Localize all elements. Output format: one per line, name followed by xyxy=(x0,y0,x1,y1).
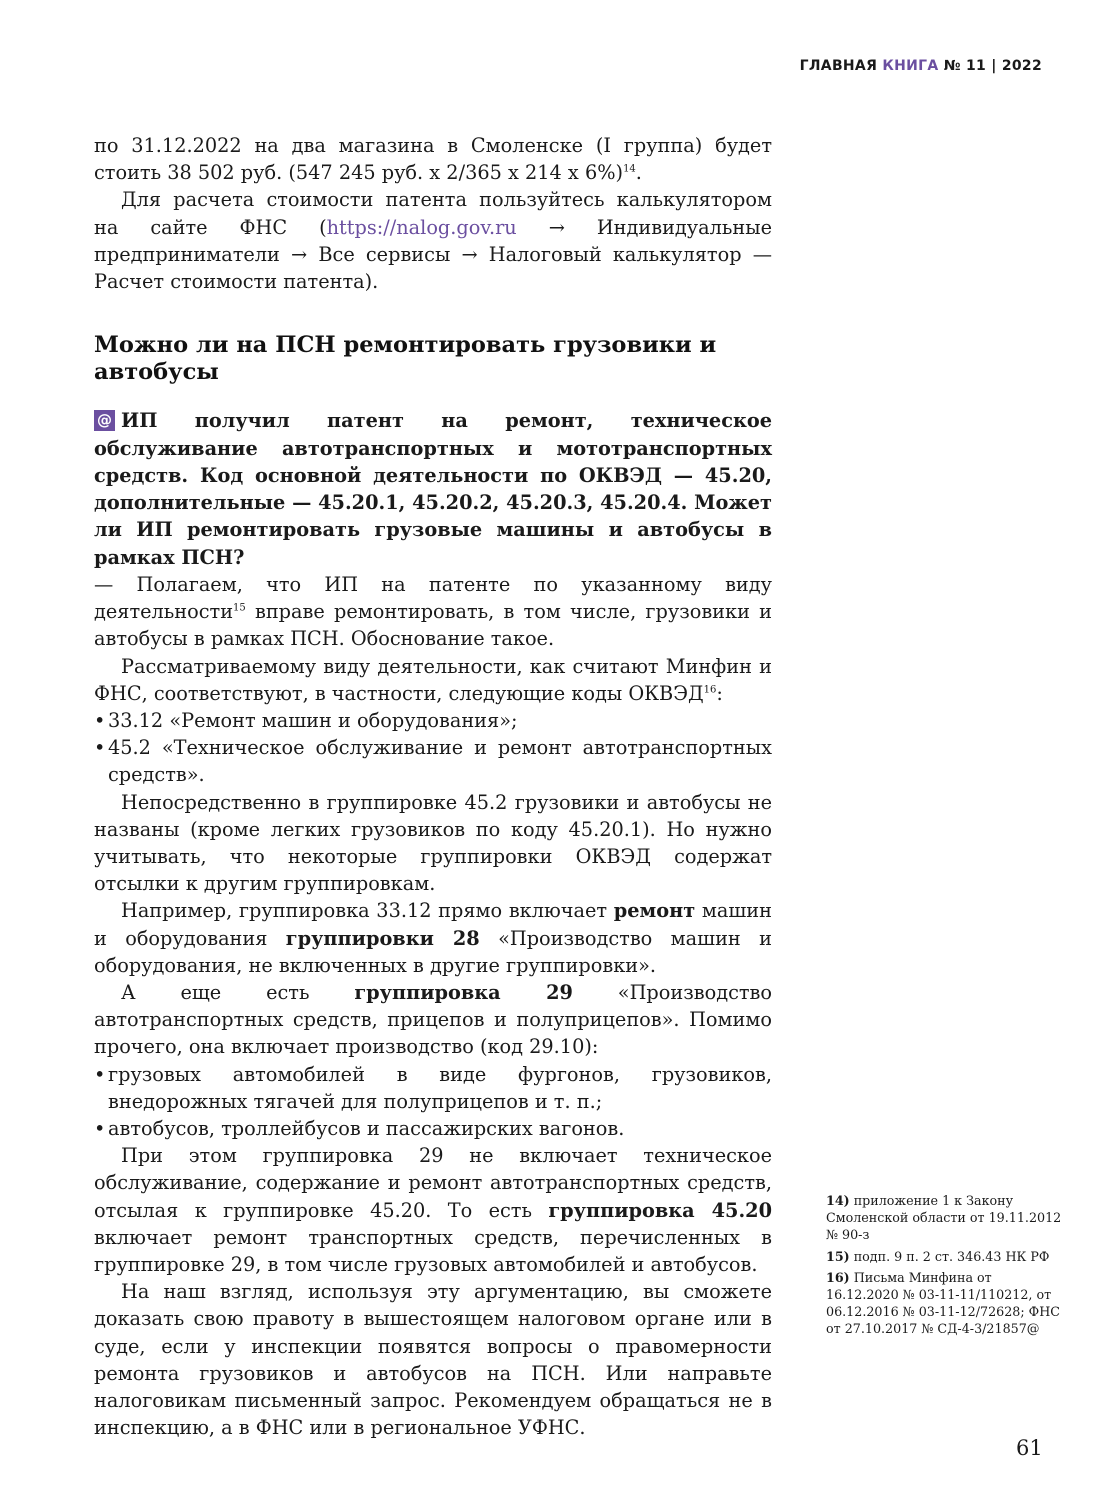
paragraph-grouping-45-2: Непосредственно в группировке 45.2 грузовики и автобусы не названы (кроме легких грузовиков по коду 45.20.1). Но нужно учитывать, что некоторые группировки ОКВЭД содержат отсылки к другим группировкам. xyxy=(94,790,772,896)
question-block xyxy=(94,407,772,571)
bullet-icon: • xyxy=(94,1062,106,1086)
footnote-ref-14[interactable]: 14 xyxy=(623,163,636,175)
list-item: • 45.2 «Техническое обслуживание и ремонт автотранспортных средств». xyxy=(94,736,772,787)
list-item: • грузовых автомобилей в виде фургонов, грузовиков, внедорожных тягачей для полуприцепов и т. п.; xyxy=(94,1062,772,1113)
list-item: • автобусов, троллейбусов и пассажирских вагонов. xyxy=(94,1115,772,1142)
answer-paragraph: — Полагаем, что ИП на патенте по указанному виду деятельности$^{15}$ вправе ремонтировать, в том числе, грузовики и автобусы в рамках ПСН. Обоснование такое. xyxy=(94,573,772,651)
okved-codes-list xyxy=(94,707,772,789)
list-item: • 33.12 «Ремонт машин и оборудования»; xyxy=(94,707,772,734)
codes-paragraph: Рассматриваемому виду деятельности, как считают Минфин и ФНС, соответствуют, в частности, следующие коды ОКВЭД$^{16}$: xyxy=(94,654,772,705)
brand-accent: КНИГА xyxy=(882,58,939,74)
footnote-ref-15[interactable]: 15 xyxy=(233,602,246,614)
bullet-icon: • xyxy=(94,709,106,733)
issue-number: № 11 | 2022 xyxy=(943,58,1042,74)
at-icon: @ xyxy=(94,410,115,431)
question-text: ИП получил патент на ремонт, техническое обслуживание автотранспортных и мототранспортных средств. Код основной деятельности по ОКВЭД — 45.20, дополнительные — 45.20.1, 45.20.2, 45.20.3, 45.20.4. Может ли ИП ремонтировать грузовые машины и автобусы в рамках ПСН? xyxy=(94,409,772,569)
page-number: 61 xyxy=(1016,1436,1043,1460)
production-list xyxy=(94,1061,772,1143)
paragraph-grouping-33-12: Например, группировка 33.12 прямо включает ремонт машин и оборудования группировки 28 «Производство машин и оборудования, не включенных в другие группировки». xyxy=(94,899,773,977)
bullet-icon: • xyxy=(94,736,106,760)
page-header xyxy=(800,58,1042,74)
brand-name: ГЛАВНАЯ xyxy=(799,58,878,74)
footnote-ref-16[interactable]: 16 xyxy=(703,684,717,696)
footnotes-column xyxy=(826,1192,1066,1342)
intro-paragraph-1: по 31.12.2022 на два магазина в Смоленске (I группа) будет стоить 38 502 руб. (547 245 руб. х 2/365 х 214 х 6%)$^{14}$. xyxy=(94,134,772,185)
footnote-14: 14) приложение 1 к Закону Смоленской области от 19.11.2012 № 90-з xyxy=(826,1193,1062,1243)
bullet-icon: • xyxy=(94,1117,106,1141)
main-column xyxy=(94,132,772,1442)
section-title: Можно ли на ПСН ремонтировать грузовики и автобусы xyxy=(94,332,717,386)
paragraph-grouping-45-20: При этом группировка 29 не включает техническое обслуживание, содержание и ремонт автотранспортных средств, отсылая к группировке 45.20. То есть группировка 45.20 включает ремонт транспортных средств, перечисленных в группировке 29, в том числе грузовых автомобилей и автобусов. xyxy=(94,1144,772,1277)
footnote-15: 15) подп. 9 п. 2 ст. 346.43 НК РФ xyxy=(826,1248,1050,1264)
conclusion-paragraph: На наш взгляд, используя эту аргументацию, вы сможете доказать свою правоту в вышестоящем налоговом органе или в суде, если у инспекции появятся вопросы о правомерности ремонта грузовиков и автобусов на ПСН. Или направьте налоговикам письменный запрос. Рекомендуем обращаться не в инспекцию, а в ФНС или в региональное УФНС. xyxy=(94,1280,772,1440)
nalog-link[interactable]: https://nalog.gov.ru xyxy=(326,215,517,239)
paragraph-grouping-29: А еще есть группировка 29 «Производство автотранспортных средств, прицепов и полуприцепов». Помимо прочего, она включает производство (код 29.10): xyxy=(94,981,772,1059)
intro-paragraph-2: Для расчета стоимости патента пользуйтесь калькулятором на сайте ФНС (https://nalog.gov.ru → Индивидуальные предприниматели → Все сервисы → Налоговый калькулятор — Расчет стоимости патента). xyxy=(94,188,772,294)
footnote-16: 16) Письма Минфина от 16.12.2020 № 03-11-11/110212, от 06.12.2016 № 03-11-12/72628; ФНС от 27.10.2017 № СД-4-3/21857@ xyxy=(826,1269,1060,1337)
